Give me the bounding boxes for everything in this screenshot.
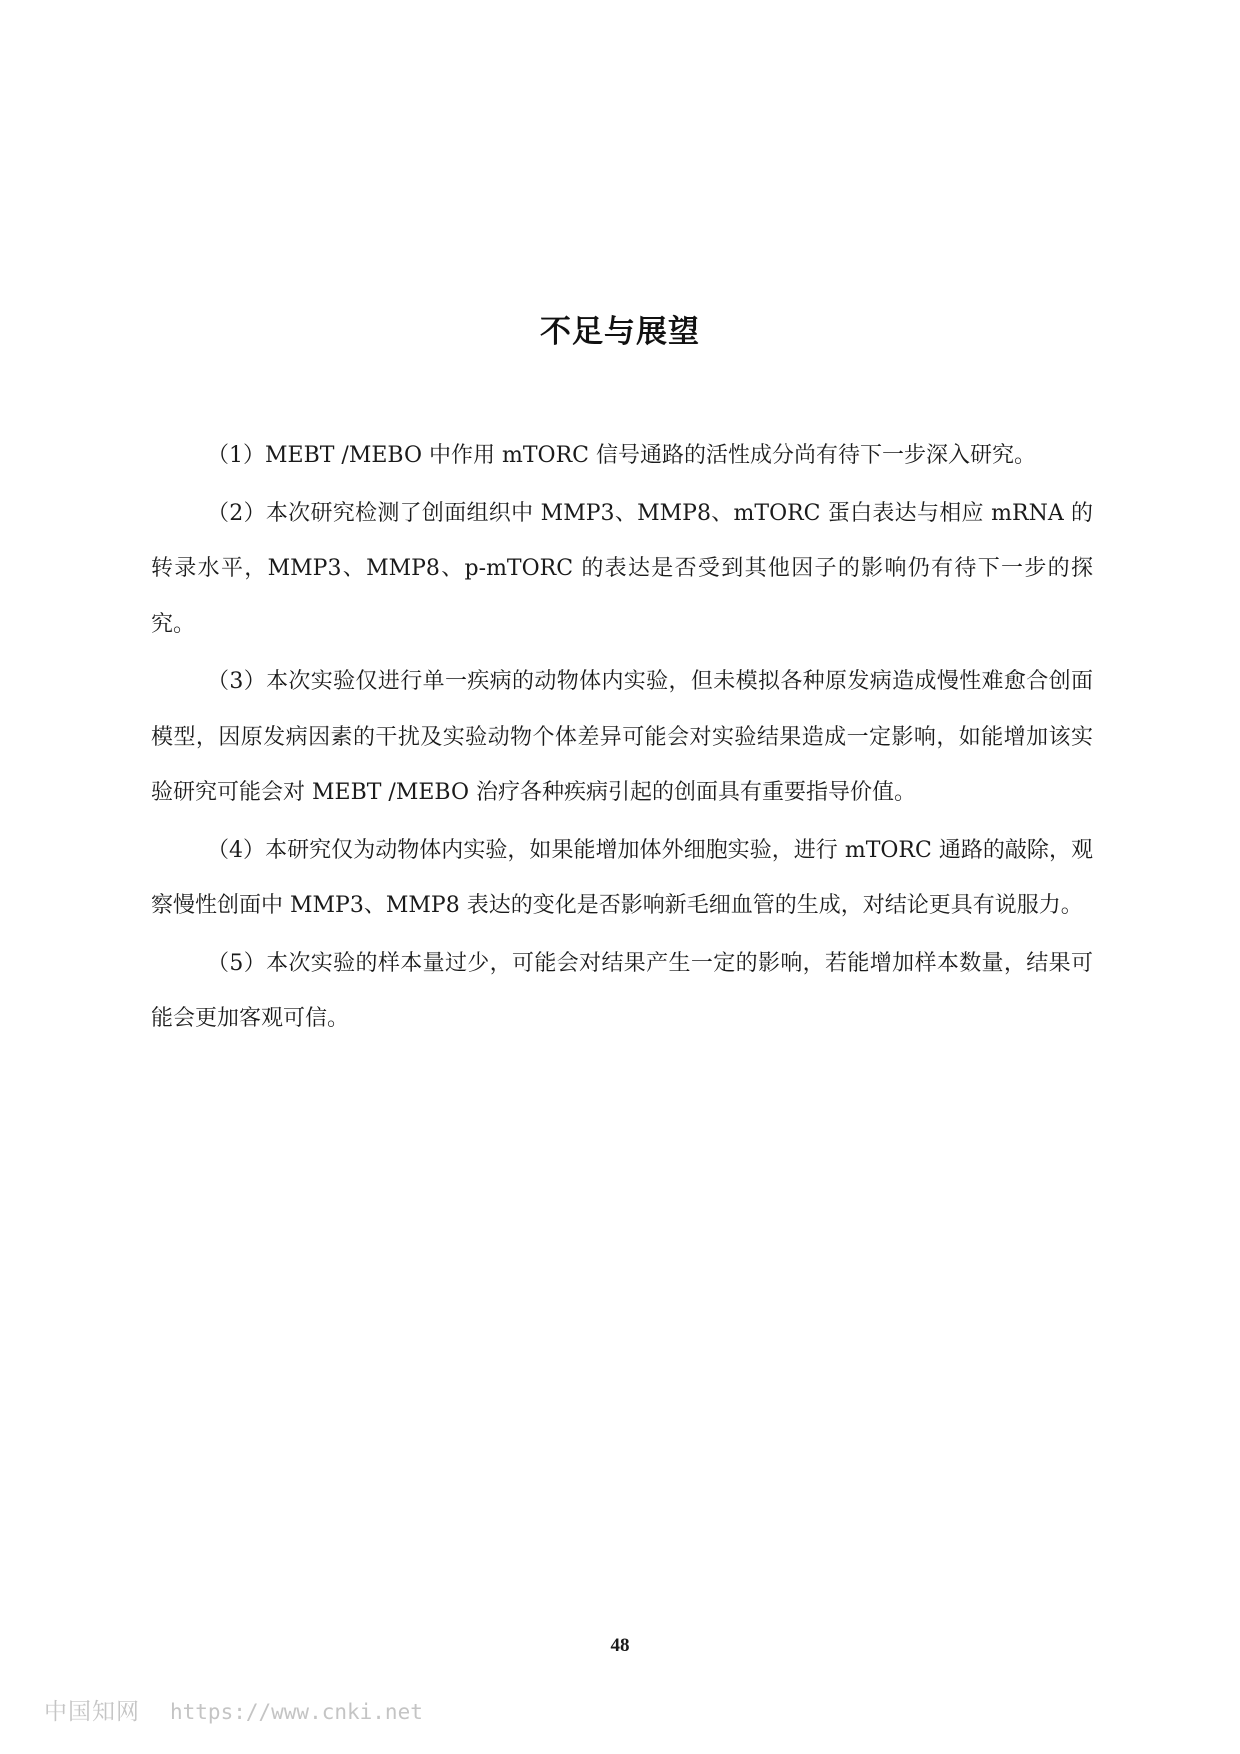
paragraph-5: （5）本次实验的样本量过少，可能会对结果产生一定的影响，若能增加样本数量，结果可能会更加客观可信。	[151, 950, 1093, 1031]
paragraph-3: （3）本次实验仅进行单一疾病的动物体内实验，但未模拟各种原发病造成慢性难愈合创面模型，因原发病因素的干扰及实验动物个体差异可能会对实验结果造成一定影响，如能增加该实验研究可能会对 MEBT /MEBO 治疗各种疾病引起的创面具有重要指导价值。	[151, 669, 1093, 805]
watermark-site-name: 中国知网	[44, 1699, 140, 1725]
cnki-watermark	[44, 1698, 423, 1726]
paragraph-4: （4）本研究仅为动物体内实验，如果能增加体外细胞实验，进行 mTORC 通路的敲除，观察慢性创面中 MMP3、MMP8 表达的变化是否影响新毛细血管的生成，对结论更具有说服力。	[151, 837, 1093, 918]
paragraph-1: （1）MEBT /MEBO 中作用 mTORC 信号通路的活性成分尚有待下一步深入研究。	[207, 443, 1036, 468]
page-title: 不足与展望	[540, 314, 700, 350]
page-number: 48	[610, 1635, 630, 1656]
watermark-url: https://www.cnki.net	[170, 1700, 423, 1724]
paragraph-2: （2）本次研究检测了创面组织中 MMP3、MMP8、mTORC 蛋白表达与相应 mRNA 的转录水平，MMP3、MMP8、p-mTORC 的表达是否受到其他因子的影响仍有待下一步的探究。	[151, 500, 1093, 637]
body-text	[151, 428, 1093, 1049]
